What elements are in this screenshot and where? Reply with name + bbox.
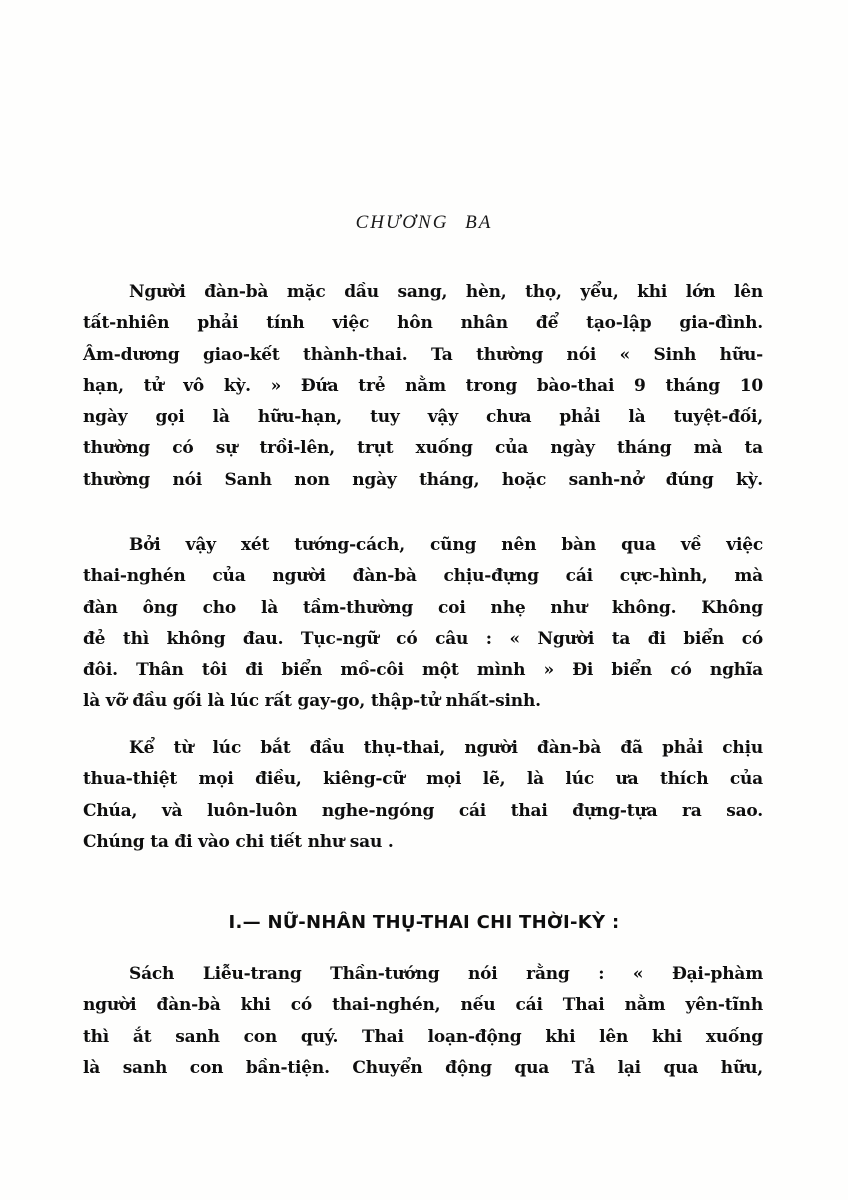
text-line: thường có sự trồi-lên, trụt xuống của ngày tháng mà ta [83,438,763,459]
text-line: thường nói Sanh non ngày tháng, hoặc sanh-nở đúng kỳ. [83,469,763,490]
section-heading: I.— NỮ-NHÂN THỤ-THAI CHI THỜI-KỲ : [228,912,620,933]
text-line: Bởi vậy xét tướng-cách, cũng nên bàn qua về việc [129,535,763,555]
section-paragraph [83,959,763,1084]
text-line: Âm-dương giao-kết thành-thai. Ta thường nói « Sinh hữu- [83,344,763,365]
text-line: hạn, tử vô kỳ. » Đứa trẻ nằm trong bào-thai 9 tháng 10 [83,375,763,396]
text-line: Chúa, và luôn-luôn nghe-ngóng cái thai đựng-tựa ra sao. [83,800,763,821]
text-line: đẻ thì không đau. Tục-ngữ có câu : « Người ta đi biển có [83,628,763,649]
text-line: thua-thiệt mọi điều, kiêng-cữ mọi lẽ, là lúc ưa thích của [83,769,763,790]
text-line: thì ắt sanh con quý. Thai loạn-động khi lên khi xuống [83,1026,763,1047]
paragraph-3 [83,733,763,858]
text-line: ngày gọi là hữu-hạn, tuy vậy chưa phải là tuyệt-đối, [83,407,763,428]
text-line: Người đàn-bà mặc dầu sang, hèn, thọ, yểu, khi lớn lên [129,282,763,302]
text-line: đôi. Thân tôi đi biển mồ-côi một mình » Đi biển có nghĩa [83,660,763,681]
text-line: Sách Liễu-trang Thần-tướng nói rằng : « Đại-phàm [129,964,763,984]
text-line: là vỡ đầu gối là lúc rất gay-go, thập-tử nhất-sinh. [83,691,541,712]
text-line: thai-nghén của người đàn-bà chịu-đựng cái cực-hình, mà [83,566,763,587]
text-line: tất-nhiên phải tính việc hôn nhân để tạo-lập gia-đình. [83,313,763,334]
text-line: Kể từ lúc bắt đầu thụ-thai, người đàn-bà đã phải chịu [129,738,763,758]
text-line: Chúng ta đi vào chi tiết như sau . [83,831,394,852]
paragraph-2 [83,530,763,718]
text-line: người đàn-bà khi có thai-nghén, nếu cái Thai nằm yên-tĩnh [83,995,763,1016]
chapter-title: CHƯƠNG BA [355,212,493,233]
paragraph-1 [83,277,763,496]
text-line: là sanh con bần-tiện. Chuyển động qua Tả lại qua hữu, [83,1057,763,1078]
text-line: đàn ông cho là tầm-thường coi nhẹ như không. Không [83,597,763,618]
